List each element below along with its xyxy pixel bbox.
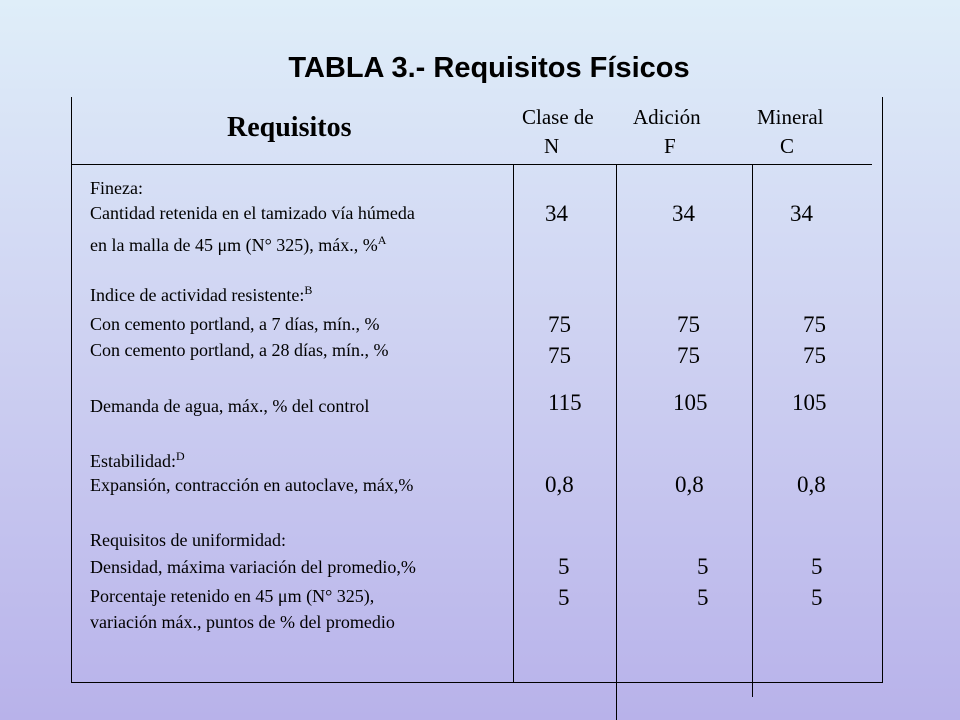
actividad-heading: Indice de actividad resistente:$^B$ [90,283,313,305]
porcentaje-label-line1: Porcentaje retenido en 45 μm (N° 325), [90,586,375,606]
class-header-n: N [544,134,560,158]
fineza-label-line1: Cantidad retenida en el tamizado vía húmeda [90,203,415,223]
expansion-label: Expansión, contracción en autoclave, máx,% [90,475,414,495]
actividad-28-label: Con cemento portland, a 28 días, mín., % [90,340,389,360]
value-porcentaje-f: 5 [697,585,709,610]
value-actividad28-n: 75 [548,343,571,368]
value-expansion-c: 0,8 [797,472,826,497]
uniformidad-heading: Requisitos de uniformidad: [90,530,286,550]
requisitos-header: Requisitos [227,112,352,143]
value-expansion-f: 0,8 [675,472,704,497]
value-actividad7-n: 75 [548,312,571,337]
footnote-a: A [377,233,387,247]
value-densidad-c: 5 [811,554,823,579]
footnote-d: D [175,449,185,463]
value-densidad-f: 5 [697,554,709,579]
demanda-label: Demanda de agua, máx., % del control [90,396,370,416]
value-fineza-f: 34 [672,201,695,226]
value-demanda-c: 105 [792,390,827,415]
column-divider-3 [752,165,753,697]
estabilidad-heading: Estabilidad:$^D$ [90,449,185,471]
column-divider-2 [616,165,617,720]
value-actividad28-c: 75 [803,343,826,368]
value-densidad-n: 5 [558,554,570,579]
value-fineza-n: 34 [545,201,568,226]
class-header-c: C [780,134,795,158]
group-header-word-3: Mineral [757,105,824,129]
densidad-label: Densidad, máxima variación del promedio,% [90,557,416,577]
column-divider-1 [513,165,514,682]
porcentaje-label-line2: variación máx., puntos de % del promedio [90,612,395,632]
value-fineza-c: 34 [790,201,813,226]
page-title: TABLA 3.- Requisitos Físicos [288,52,690,84]
actividad-7-label: Con cemento portland, a 7 días, mín., % [90,314,380,334]
group-header-word-1: Clase de [522,105,594,129]
value-actividad7-c: 75 [803,312,826,337]
fineza-heading: Fineza: [90,178,143,198]
value-demanda-n: 115 [548,390,582,415]
value-demanda-f: 105 [673,390,708,415]
value-porcentaje-c: 5 [811,585,823,610]
value-actividad7-f: 75 [677,312,700,337]
fineza-label-line2: en la malla de 45 μm (N° 325), máx., %$^A$ [90,233,387,255]
value-porcentaje-n: 5 [558,585,570,610]
class-header-f: F [664,134,676,158]
group-header-word-2: Adición [633,105,701,129]
value-expansion-n: 0,8 [545,472,574,497]
value-actividad28-f: 75 [677,343,700,368]
footnote-b: B [304,283,313,297]
